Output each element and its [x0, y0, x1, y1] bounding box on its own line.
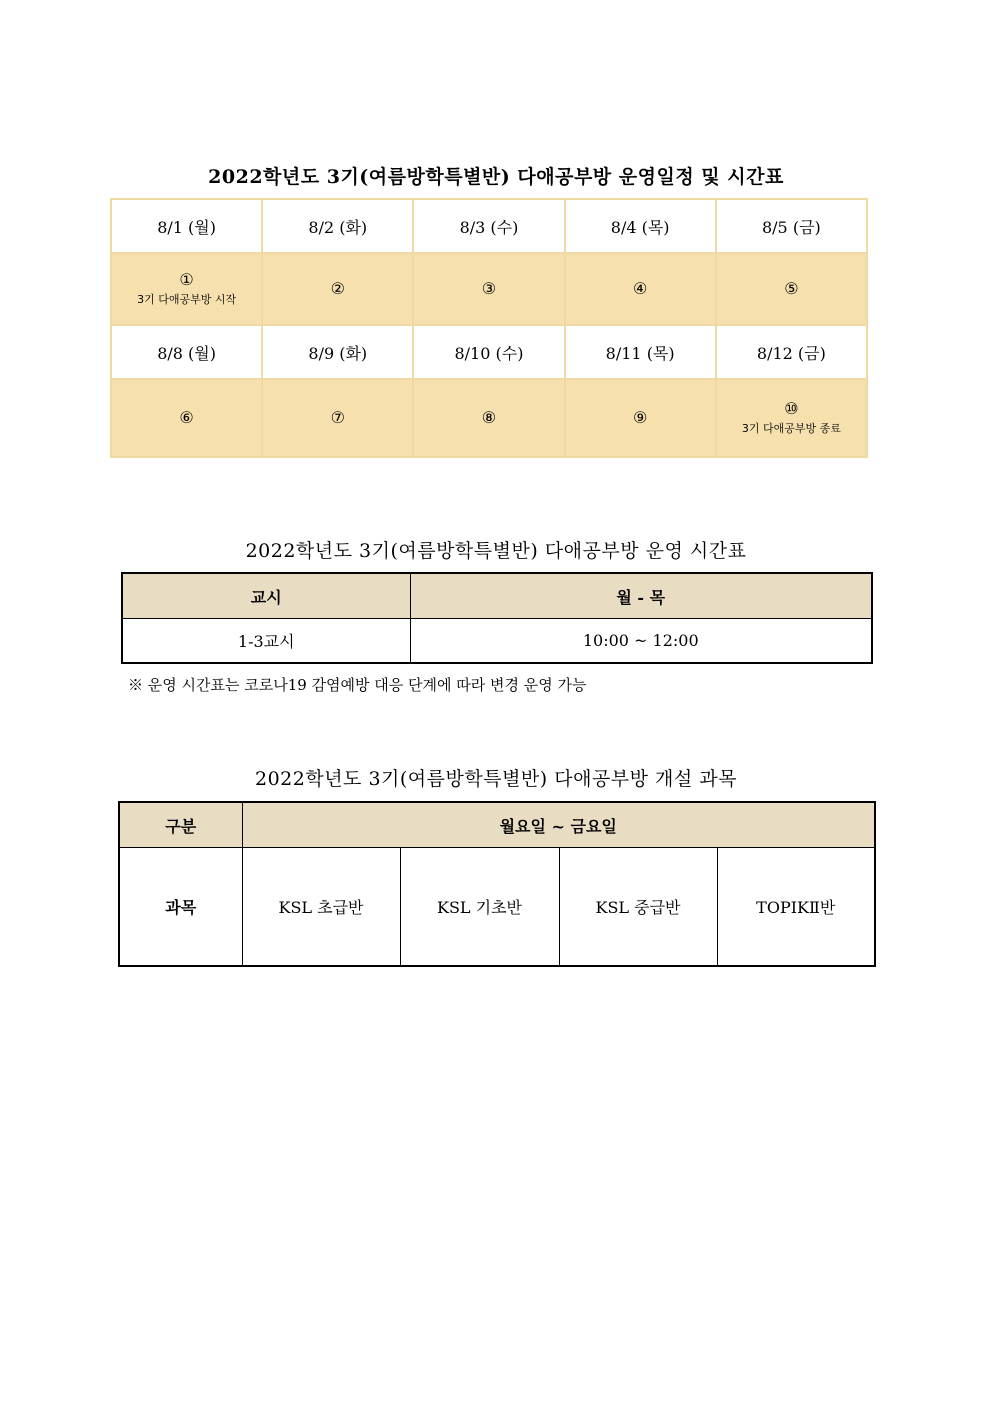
time-cell: 10:00 ~ 12:00 — [410, 619, 872, 664]
session-number: ④ — [632, 279, 648, 298]
start-note: 3기 다애공부방 시작 — [137, 293, 237, 306]
session-number: ⑩ — [784, 399, 799, 418]
session-number: ⑤ — [784, 279, 799, 298]
week1-date-row — [111, 199, 867, 253]
session-cell — [565, 253, 716, 325]
header-cell-days: 월요일 ~ 금요일 — [242, 802, 875, 848]
date-cell: 8/1 (월) — [111, 199, 262, 253]
session-number: ⑥ — [179, 408, 194, 427]
subjects-row — [119, 848, 875, 967]
session-cell — [716, 379, 867, 457]
timetable-header-row — [122, 573, 872, 619]
header-cell-category: 구분 — [119, 802, 242, 848]
date-cell: 8/12 (금) — [716, 325, 867, 379]
session-number: ⑧ — [481, 408, 497, 427]
period-cell: 1-3교시 — [122, 619, 410, 664]
date-cell: 8/5 (금) — [716, 199, 867, 253]
subjects-title: 2022학년도 3기(여름방학특별반) 다애공부방 개설 과목 — [254, 768, 737, 790]
week2-session-row — [111, 379, 867, 457]
date-cell: 8/8 (월) — [111, 325, 262, 379]
week2-date-row — [111, 325, 867, 379]
session-number: ① — [179, 270, 194, 289]
subject-cell: KSL 기초반 — [400, 848, 559, 967]
timetable-footnote: ※ 운영 시간표는 코로나19 감염예방 대응 단계에 따라 변경 운영 가능 — [128, 676, 587, 694]
subjects-header-row — [119, 802, 875, 848]
date-cell: 8/3 (수) — [413, 199, 564, 253]
session-number: ⑨ — [632, 408, 648, 427]
timetable-title: 2022학년도 3기(여름방학특별반) 다애공부방 운영 시간표 — [245, 540, 747, 562]
timetable-table — [121, 572, 873, 664]
session-cell — [565, 379, 716, 457]
subjects-table — [118, 801, 876, 967]
header-cell-days: 월 - 목 — [410, 573, 872, 619]
schedule-title: 2022학년도 3기(여름방학특별반) 다애공부방 운영일정 및 시간표 — [208, 166, 784, 188]
end-note: 3기 다애공부방 종료 — [741, 422, 841, 435]
date-cell: 8/2 (화) — [262, 199, 413, 253]
schedule-table — [110, 198, 868, 458]
date-cell: 8/11 (목) — [565, 325, 716, 379]
session-cell — [262, 253, 413, 325]
session-cell — [111, 379, 262, 457]
week1-session-row — [111, 253, 867, 325]
date-cell: 8/9 (화) — [262, 325, 413, 379]
session-number: ③ — [481, 279, 497, 298]
session-cell — [716, 253, 867, 325]
subject-cell: KSL 중급반 — [559, 848, 717, 967]
session-cell — [262, 379, 413, 457]
row-label-cell: 과목 — [119, 848, 242, 967]
timetable-row — [122, 619, 872, 664]
header-cell-period: 교시 — [122, 573, 410, 619]
session-cell — [111, 253, 262, 325]
date-cell: 8/10 (수) — [413, 325, 564, 379]
session-cell — [413, 379, 564, 457]
session-cell — [413, 253, 564, 325]
subject-cell: TOPIKⅡ반 — [717, 848, 875, 967]
session-number: ② — [330, 279, 345, 298]
session-number: ⑦ — [330, 408, 345, 427]
subject-cell: KSL 초급반 — [242, 848, 400, 967]
date-cell: 8/4 (목) — [565, 199, 716, 253]
